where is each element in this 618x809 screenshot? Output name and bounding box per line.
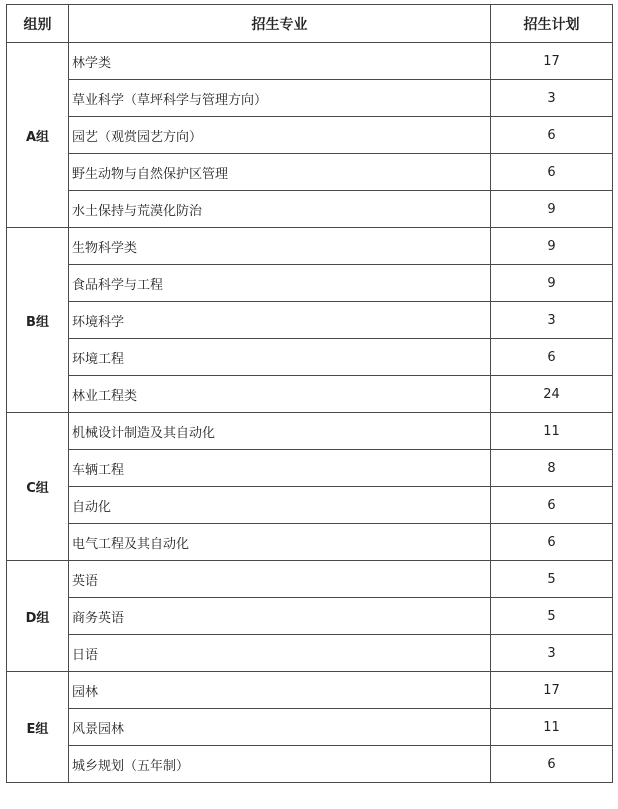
plan-count: 9 bbox=[491, 228, 613, 265]
plan-count: 11 bbox=[491, 413, 613, 450]
major-name: 电气工程及其自动化 bbox=[69, 524, 491, 561]
plan-count: 3 bbox=[491, 302, 613, 339]
major-name: 风景园林 bbox=[69, 709, 491, 746]
table-row bbox=[7, 561, 613, 598]
table-row bbox=[7, 154, 613, 191]
table-row bbox=[7, 191, 613, 228]
table-row bbox=[7, 709, 613, 746]
major-name: 草业科学（草坪科学与管理方向） bbox=[69, 80, 491, 117]
group-label: C组 bbox=[7, 413, 69, 561]
plan-count: 6 bbox=[491, 339, 613, 376]
plan-count: 17 bbox=[491, 43, 613, 80]
table-row bbox=[7, 635, 613, 672]
major-name: 日语 bbox=[69, 635, 491, 672]
plan-count: 6 bbox=[491, 524, 613, 561]
plan-count: 9 bbox=[491, 265, 613, 302]
table-row bbox=[7, 339, 613, 376]
header-major: 招生专业 bbox=[69, 5, 491, 43]
plan-count: 6 bbox=[491, 487, 613, 524]
group-label: D组 bbox=[7, 561, 69, 672]
table-row bbox=[7, 80, 613, 117]
major-name: 生物科学类 bbox=[69, 228, 491, 265]
major-name: 英语 bbox=[69, 561, 491, 598]
plan-count: 8 bbox=[491, 450, 613, 487]
major-name: 环境科学 bbox=[69, 302, 491, 339]
table-row bbox=[7, 265, 613, 302]
plan-count: 6 bbox=[491, 154, 613, 191]
table-row bbox=[7, 487, 613, 524]
group-label: A组 bbox=[7, 43, 69, 228]
plan-count: 5 bbox=[491, 561, 613, 598]
plan-count: 6 bbox=[491, 117, 613, 154]
table-row bbox=[7, 524, 613, 561]
table-row bbox=[7, 413, 613, 450]
group-label: E组 bbox=[7, 672, 69, 783]
table-row bbox=[7, 376, 613, 413]
major-name: 林业工程类 bbox=[69, 376, 491, 413]
plan-count: 9 bbox=[491, 191, 613, 228]
table-body bbox=[7, 43, 613, 783]
major-name: 林学类 bbox=[69, 43, 491, 80]
major-name: 环境工程 bbox=[69, 339, 491, 376]
plan-count: 5 bbox=[491, 598, 613, 635]
major-name: 食品科学与工程 bbox=[69, 265, 491, 302]
table-row bbox=[7, 598, 613, 635]
table-row bbox=[7, 746, 613, 783]
table-header bbox=[7, 5, 613, 43]
major-name: 机械设计制造及其自动化 bbox=[69, 413, 491, 450]
group-label: B组 bbox=[7, 228, 69, 413]
major-name: 城乡规划（五年制） bbox=[69, 746, 491, 783]
major-name: 野生动物与自然保护区管理 bbox=[69, 154, 491, 191]
table-row bbox=[7, 302, 613, 339]
table-row bbox=[7, 450, 613, 487]
enrollment-table-container bbox=[6, 4, 612, 783]
enrollment-plan-table bbox=[6, 4, 613, 783]
plan-count: 11 bbox=[491, 709, 613, 746]
table-row bbox=[7, 43, 613, 80]
header-group: 组别 bbox=[7, 5, 69, 43]
plan-count: 6 bbox=[491, 746, 613, 783]
major-name: 车辆工程 bbox=[69, 450, 491, 487]
header-plan: 招生计划 bbox=[491, 5, 613, 43]
table-row bbox=[7, 228, 613, 265]
major-name: 园艺（观赏园艺方向） bbox=[69, 117, 491, 154]
plan-count: 24 bbox=[491, 376, 613, 413]
table-row bbox=[7, 672, 613, 709]
plan-count: 3 bbox=[491, 80, 613, 117]
header-row bbox=[7, 5, 613, 43]
plan-count: 3 bbox=[491, 635, 613, 672]
major-name: 自动化 bbox=[69, 487, 491, 524]
major-name: 水土保持与荒漠化防治 bbox=[69, 191, 491, 228]
major-name: 商务英语 bbox=[69, 598, 491, 635]
plan-count: 17 bbox=[491, 672, 613, 709]
major-name: 园林 bbox=[69, 672, 491, 709]
table-row bbox=[7, 117, 613, 154]
